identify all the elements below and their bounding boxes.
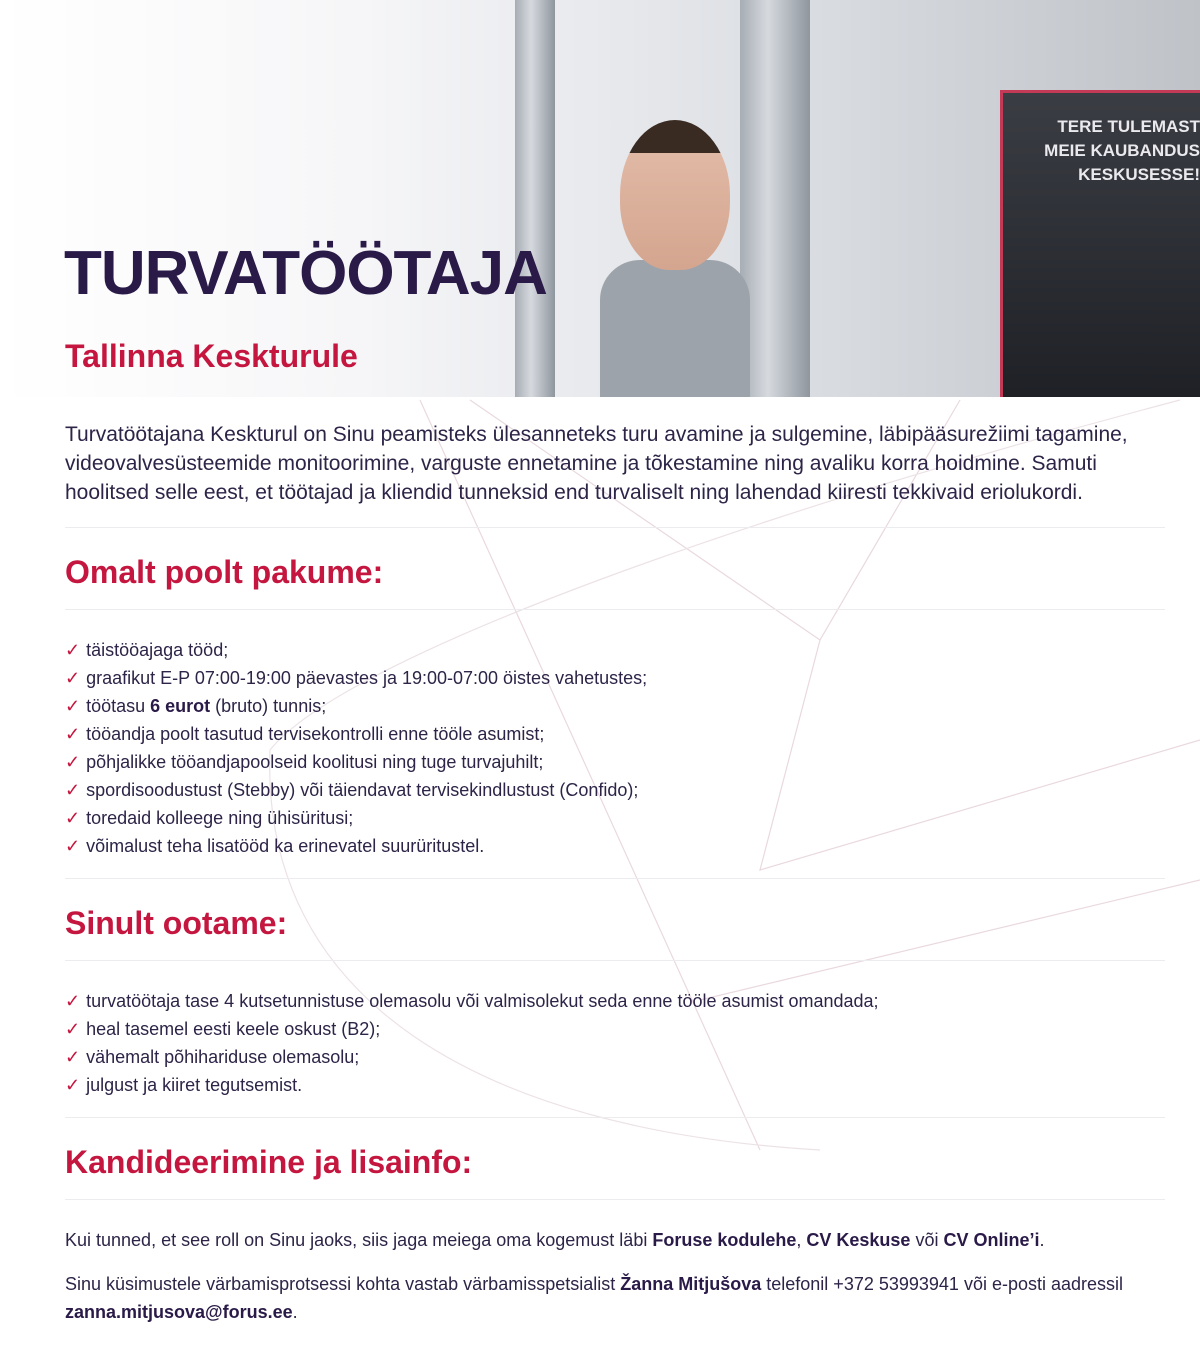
contact-email[interactable]: zanna.mitjusova@forus.ee (65, 1302, 293, 1322)
list-item: ✓ toredaid kolleege ning ühisüritusi; (65, 808, 354, 828)
apply-text: Kui tunned, et see roll on Sinu jaoks, siis jaga meiega oma kogemust läbi Foruse kodulehe, CV Keskuse või CV Online’i. (65, 1230, 1045, 1250)
list-item: ✓ turvatöötaja tase 4 kutsetunnistuse olemasolu või valmisolekut seda enne tööle asumist omandada; (65, 991, 879, 1011)
list-item: ✓ töötasu 6 eurot (bruto) tunnis; (65, 696, 327, 716)
expect-list (65, 961, 1165, 1117)
contact-text: Sinu küsimustele värbamisprotsessi kohta vastab värbamisspetsialist Žanna Mitjušova telefonil +372 53993941 või e-posti aadressil zanna.mitjusova@forus.ee. (65, 1274, 1124, 1322)
list-item: ✓ tööandja poolt tasutud tervisekontrolli enne tööle asumist; (65, 724, 545, 744)
hero-image: TERE TULEMAST MEIE KAUBANDUS KESKUSESSE! (0, 0, 1200, 397)
check-icon: ✓ (65, 640, 81, 660)
page-title: TURVATÖÖTAJA (64, 239, 547, 308)
check-icon: ✓ (65, 836, 81, 856)
divider (65, 1199, 1165, 1200)
page-subtitle: Tallinna Keskturule (65, 338, 358, 374)
salary: 6 eurot (150, 696, 211, 716)
offer-list (65, 610, 1165, 878)
check-icon: ✓ (65, 1019, 81, 1039)
intro-text: Turvatöötajana Keskturul on Sinu peamisteks ülesanneteks turu avamine ja sulgemine, läbipääsurežiimi tagamine, videovalvesüsteemide monitoorimine, varguste ennetamine ja tõkestamine ning avaliku korra hoidmine. Samuti hoolitsed selle eest, et töötajad ja kliendid tunneksid end turvaliselt ning lahendad kiiresti tekkivaid eriolukordi. (65, 423, 1128, 504)
check-icon: ✓ (65, 1075, 81, 1095)
list-item: ✓ graafikut E-P 07:00-19:00 päevastes ja 19:00-07:00 öistes vahetustes; (65, 668, 648, 688)
check-icon: ✓ (65, 752, 81, 772)
cv-keskus-link[interactable]: CV Keskuse (806, 1230, 911, 1250)
list-item: ✓ täistööajaga tööd; (65, 640, 229, 660)
offer-heading: Omalt poolt pakume: (65, 554, 384, 590)
list-item: ✓ spordisoodustust (Stebby) või täiendavat tervisekindlustust (Confido); (65, 780, 639, 800)
check-icon: ✓ (65, 991, 81, 1011)
forus-homepage-link[interactable]: Foruse kodulehe (652, 1230, 797, 1250)
apply-heading: Kandideerimine ja lisainfo: (65, 1144, 473, 1180)
list-item: ✓ heal tasemel eesti keele oskust (B2); (65, 1019, 381, 1039)
cv-online-link[interactable]: CV Online’i (943, 1230, 1040, 1250)
list-item: ✓ vähemalt põhihariduse olemasolu; (65, 1047, 360, 1067)
expect-heading: Sinult ootame: (65, 905, 288, 941)
check-icon: ✓ (65, 808, 81, 828)
list-item: ✓ julgust ja kiiret tegutsemist. (65, 1075, 303, 1095)
list-item: ✓ võimalust teha lisatööd ka erinevatel suurüritustel. (65, 836, 485, 856)
list-item: ✓ põhjalikke tööandjapoolseid koolitusi ning tuge turvajuhilt; (65, 752, 544, 772)
check-icon: ✓ (65, 696, 81, 716)
check-icon: ✓ (65, 780, 81, 800)
check-icon: ✓ (65, 1047, 81, 1067)
contact-name: Žanna Mitjušova (620, 1274, 762, 1294)
check-icon: ✓ (65, 668, 81, 688)
check-icon: ✓ (65, 724, 81, 744)
person-figure (600, 260, 750, 397)
job-content (65, 420, 1165, 1326)
